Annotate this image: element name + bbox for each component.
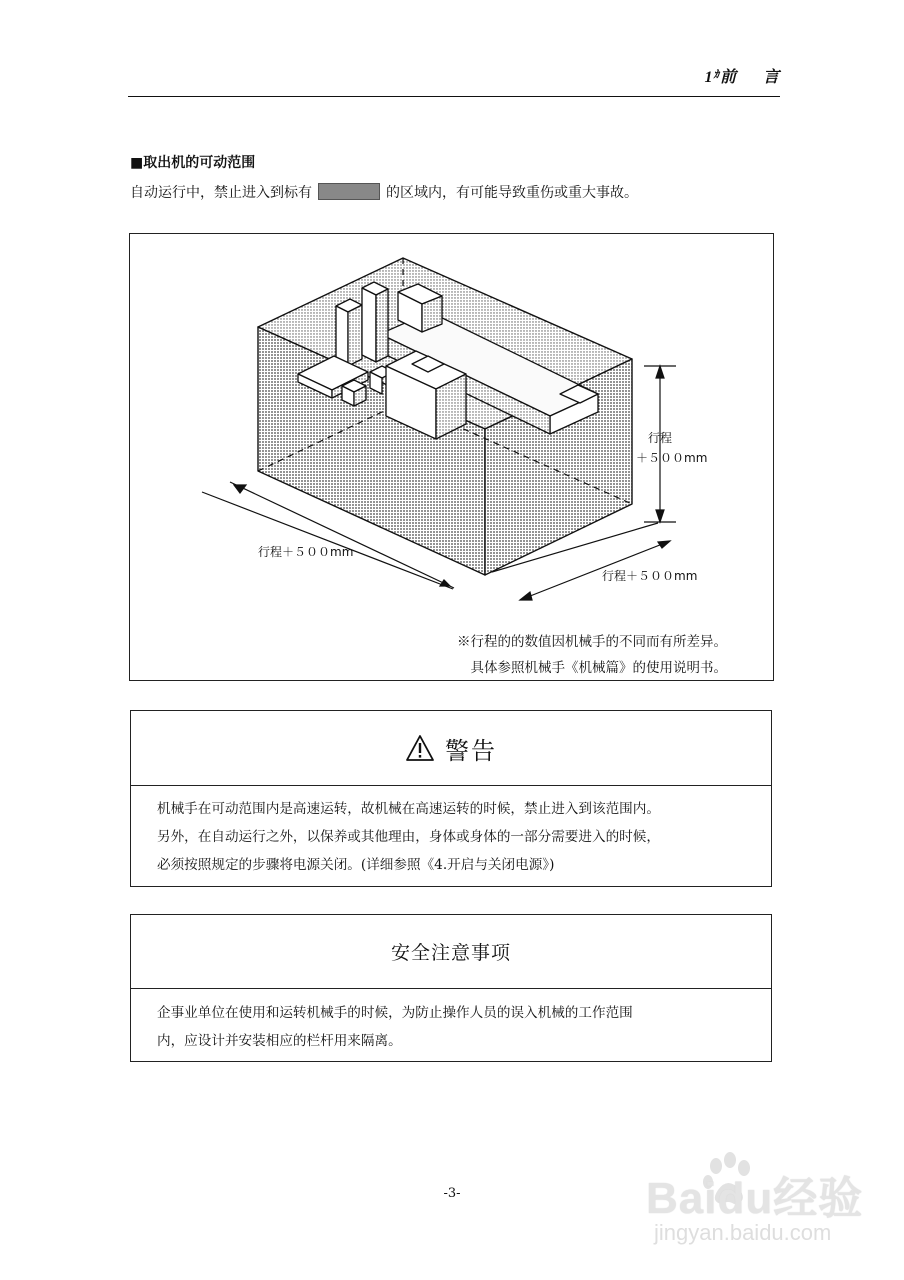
baidu-watermark bbox=[646, 1140, 886, 1270]
warning-line: 必须按照规定的步骤将电源关闭。(详细参照《4.开启与关闭电源》) bbox=[157, 857, 555, 873]
section-title: ■取出机的可动范围 bbox=[130, 155, 256, 171]
chapter-number: 1 bbox=[704, 69, 714, 86]
safety-title: 安全注意事项 bbox=[390, 942, 511, 964]
figure-note-line2: 具体参照机械手《机械篇》的使用说明书。 bbox=[470, 660, 727, 676]
chapter-title-first: 前 bbox=[719, 69, 737, 86]
page-number: -3- bbox=[443, 1186, 461, 1201]
watermark-brand: Baidu经验 bbox=[646, 1174, 864, 1223]
warning-line: 另外，在自动运行之外，以保养或其他理由，身体或身体的一部分需要进入的时候， bbox=[157, 829, 660, 845]
warning-line: 机械手在可动范围内是高速运转，故机械在高速运转的时候，禁止进入到该范围内。 bbox=[157, 801, 660, 817]
dim-label-vertical-2: ＋５００mm bbox=[636, 451, 708, 465]
intro-text-after: 的区域内，有可能导致重伤或重大事故。 bbox=[386, 185, 638, 201]
warning-box bbox=[130, 710, 772, 887]
figure-note-line1: ※行程的的数值因机械手的不同而有所差异。 bbox=[457, 634, 727, 650]
safety-header bbox=[131, 915, 771, 989]
hazard-area-swatch bbox=[318, 183, 380, 200]
warning-title: 警告 bbox=[445, 736, 497, 765]
chapter-title-second: 言 bbox=[762, 69, 780, 86]
safety-body bbox=[157, 999, 751, 1055]
watermark-url: jingyan.baidu.com bbox=[654, 1220, 832, 1245]
section-intro bbox=[130, 182, 638, 202]
range-figure-box bbox=[129, 233, 774, 681]
safety-line: 企事业单位在使用和运转机械手的时候，为防止操作人员的误入机械的工作范围 bbox=[157, 1005, 633, 1021]
intro-text-before: 自动运行中，禁止进入到标有 bbox=[130, 185, 312, 201]
header-rule bbox=[128, 96, 780, 97]
robot-range-diagram bbox=[130, 234, 775, 682]
safety-line: 内，应设计并安装相应的栏杆用来隔离。 bbox=[157, 1033, 402, 1049]
dim-label-left: 行程＋５００mm bbox=[258, 545, 354, 559]
page-header bbox=[640, 64, 780, 87]
dim-label-right: 行程＋５００mm bbox=[602, 569, 698, 583]
warning-header bbox=[131, 711, 771, 786]
dim-label-vertical-1: 行程 bbox=[648, 431, 673, 445]
warning-body bbox=[157, 795, 751, 879]
chapter-mark: ｶ bbox=[713, 69, 720, 81]
safety-box bbox=[130, 914, 772, 1062]
warning-triangle-icon bbox=[405, 734, 435, 762]
